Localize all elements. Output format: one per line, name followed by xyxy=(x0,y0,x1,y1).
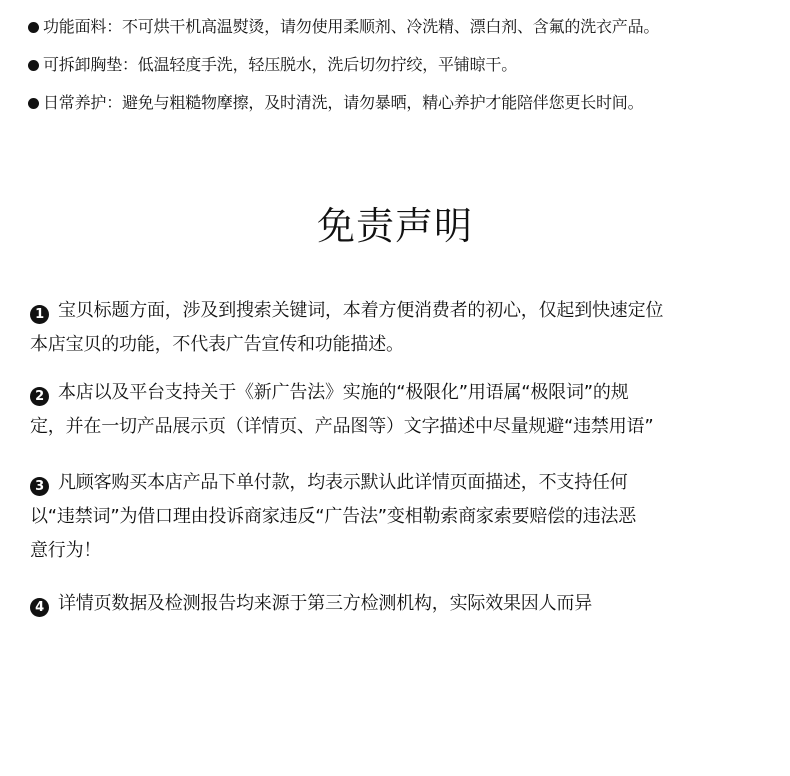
disclaimer-line xyxy=(30,587,770,621)
bullet-icon xyxy=(28,60,39,71)
bullet-icon xyxy=(28,22,39,33)
disclaimer-item-1 xyxy=(30,294,770,362)
disclaimer-line: 本店宝贝的功能，不代表广告宣传和功能描述。 xyxy=(30,334,404,355)
care-item-fabric xyxy=(28,8,778,46)
number-badge-icon: 2 xyxy=(30,387,49,406)
care-instructions xyxy=(28,8,778,122)
care-item-daily xyxy=(28,84,778,122)
care-item-text: 功能面料：不可烘干机高温熨烫，请勿使用柔顺剂、冷洗精、漂白剂、含氟的洗衣产品。 xyxy=(43,17,660,36)
disclaimer-item-3 xyxy=(30,466,770,568)
disclaimer-line: 意行为！ xyxy=(30,540,102,561)
disclaimer-line: 定，并在一切产品展示页（详情页、产品图等）文字描述中尽量规避“违禁用语” xyxy=(30,416,654,437)
care-item-text: 日常养护：避免与粗糙物摩擦，及时清洗，请勿暴晒，精心养护才能陪伴您更长时间。 xyxy=(43,93,644,112)
disclaimer-line xyxy=(30,466,770,500)
disclaimer-line-text: 详情页数据及检测报告均来源于第三方检测机构，实际效果因人而异 xyxy=(58,593,592,614)
number-badge-icon: 4 xyxy=(30,598,49,617)
disclaimer-line xyxy=(30,294,770,328)
disclaimer-line: 以“违禁词”为借口理由投诉商家违反“广告法”变相勒索商家索要赔偿的违法恶 xyxy=(30,506,637,527)
number-badge-icon: 1 xyxy=(30,305,49,324)
disclaimer-item-4 xyxy=(30,587,770,621)
disclaimer-line-text: 凡顾客购买本店产品下单付款，均表示默认此详情页面描述，不支持任何 xyxy=(58,472,628,493)
disclaimer-line-text: 宝贝标题方面，涉及到搜索关键词，本着方便消费者的初心，仅起到快速定位 xyxy=(58,300,664,321)
disclaimer-title: 免责声明 xyxy=(316,204,473,248)
disclaimer-line xyxy=(30,376,770,410)
disclaimer-line-text: 本店以及平台支持关于《新广告法》实施的“极限化”用语属“极限词”的规 xyxy=(58,382,629,403)
care-item-text: 可拆卸胸垫：低温轻度手洗，轻压脱水，洗后切勿拧绞，平铺晾干。 xyxy=(43,55,518,74)
number-badge-icon: 3 xyxy=(30,477,49,496)
care-item-pad xyxy=(28,46,778,84)
bullet-icon xyxy=(28,98,39,109)
disclaimer-item-2 xyxy=(30,376,770,444)
